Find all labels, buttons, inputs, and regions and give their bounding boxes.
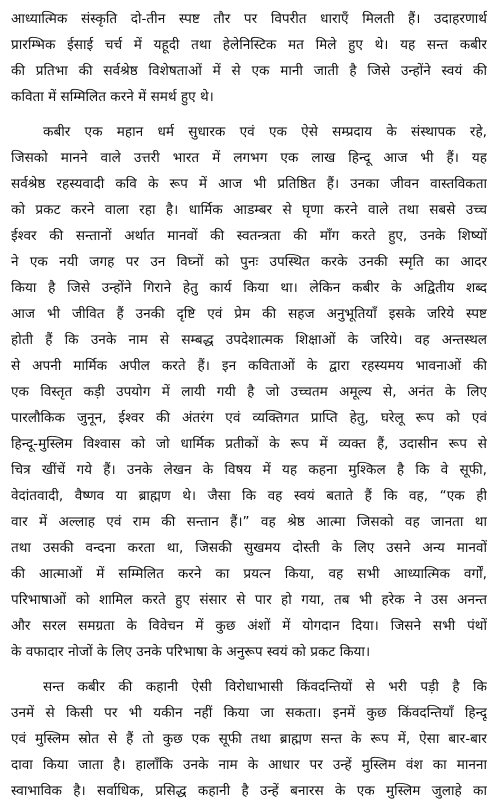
text-line: चित्र खींचें गये हैं। उनके लेखन के विषय में यह कहना मुश्किल है कि वे सूफी, [11, 462, 487, 478]
paragraph-3 [11, 674, 487, 804]
text-line: तथा उसकी वन्दना करता था, जिसकी सुखमय दोस्ती के लिए उसने अन्य मानवों [11, 540, 487, 556]
text-line: जिसको मानने वाले उत्तरी भारत में लगभग एक लाख हिन्दू आज भी हैं। यह [11, 150, 487, 166]
paragraph-2 [11, 119, 487, 665]
text-line: आध्यात्मिक संस्कृति दो-तीन स्पष्ट तौर पर विपरीत धाराएँ मिलती हैं। उदाहरणार्थ [11, 11, 487, 27]
text-line: से अपनी मार्मिक अपील करते हैं। इन कविताओं के द्वारा रहस्यमय भावनाओं की [11, 358, 487, 374]
text-line: को प्रकट करने वाला रहा है। धार्मिक आडम्बर से घृणा करने वाले तथा सबसे उच्च [11, 202, 487, 218]
text-line: हिन्दू-मुस्लिम विश्वास को जो धार्मिक प्रतीकों के रूप में व्यक्त हैं, उदासीन रूप से [11, 436, 487, 452]
text-line: के वफादार नोजों के लिए उनके परिभाषा के अनुरूप स्वयं को प्रकट किया। [11, 644, 371, 660]
document-page [11, 6, 487, 804]
text-line: किया है जिसे उन्होंने गिराने हेतु कार्य किया था। लेकिन कबीर के अद्वितीय शब्द [11, 280, 487, 296]
paragraph-gap [11, 665, 487, 674]
paragraph-gap [11, 110, 487, 119]
text-line: कविता में सम्मिलित करने में समर्थ हुए थे। [11, 89, 214, 105]
text-line: उनमें से किसी पर भी यकीन नहीं किया जा सकता। इनमें कुछ किंवदन्तियाँ हिन्दू [11, 705, 487, 721]
text-line: वेदांतवादी, वैष्णव या ब्राह्मण थे। जैसा कि वह स्वयं बताते हैं कि वह, “एक ही [11, 488, 487, 504]
text-line: एवं मुस्लिम स्रोत से हैं तो कुछ एक सूफी तथा ब्राह्मण सन्त के रूप में, ऐसा बार-बार [11, 731, 487, 747]
text-line: वार में अल्लाह एवं राम की सन्तान हैं।” वह श्रेष्ठ आत्मा जिसको वह जानता था [11, 514, 487, 530]
text-line: की प्रतिभा की सर्वश्रेष्ठ विशेषताओं में से एक मानी जाती है जिसे उन्होंने स्वयं की [11, 63, 487, 79]
text-line: ने एक नयी जगह पर उन विघ्नों को पुनः उपस्थित करके उनकी स्मृति का आदर [11, 254, 487, 270]
text-line: एक विस्तृत कड़ी उपयोग में लायी गयी है जो उच्चतम अमूल्य से, अनंत के लिए [11, 384, 487, 400]
text-line: सन्त कबीर की कहानी ऐसी विरोधाभासी किंवदन्तियों से भरी पड़ी है कि [43, 679, 487, 695]
paragraph-1 [11, 6, 487, 110]
text-line: कबीर एक महान धर्म सुधारक एवं एक ऐसे सम्प्रदाय के संस्थापक रहे, [43, 124, 487, 140]
text-line: होती हैं कि उनके नाम से सम्बद्ध उपदेशात्मक शिक्षाओं के जरिये। वह अन्तस्थल [11, 332, 487, 348]
text-line: दावा किया जाता है। हालाँकि उनके नाम के आधार पर उन्हें मुस्लिम वंश का मानना [11, 757, 487, 773]
text-line: आज भी जीवित हैं उनकी दृष्टि एवं प्रेम की सहज अनुभूतियाँ इसके जरिये स्पष्ट [11, 306, 487, 322]
text-line: स्वाभाविक है। सर्वाधिक, प्रसिद्ध कहानी है उन्हें बनारस के एक मुस्लिम जुलाहे का [11, 783, 487, 799]
text-line: सर्वश्रेष्ठ रहस्यवादी कवि के रूप में आज भी प्रतिष्ठित हैं। उनका जीवन वास्तविकता [11, 176, 487, 192]
text-line: पारलौकिक जुनून, ईश्वर की अंतरंग एवं व्यक्तिगत प्राप्ति हेतु, घरेलू रूप को एवं [11, 410, 487, 426]
text-line: ईश्वर की सन्तानों अर्थात मानवों की स्वतन्त्रता की माँग करते हुए, उनके शिष्यों [11, 228, 487, 244]
text-line: प्रारम्भिक ईसाई चर्च में यहूदी तथा हेलेनिस्टिक मत मिले हुए थे। यह सन्त कबीर [11, 37, 487, 53]
text-line: और सरल समग्रता के विवेचन में कुछ अंशों में योगदान दिया। जिसने सभी पंथों [11, 618, 487, 634]
text-line: परिभाषाओं को शामिल करते हुए संसार से पार हो गया, तब भी हरेक ने उस अनन्त [11, 592, 487, 608]
text-line: की आत्माओं में सम्मिलित करने का प्रयत्न किया, वह सभी आध्यात्मिक वर्गों, [11, 566, 487, 582]
